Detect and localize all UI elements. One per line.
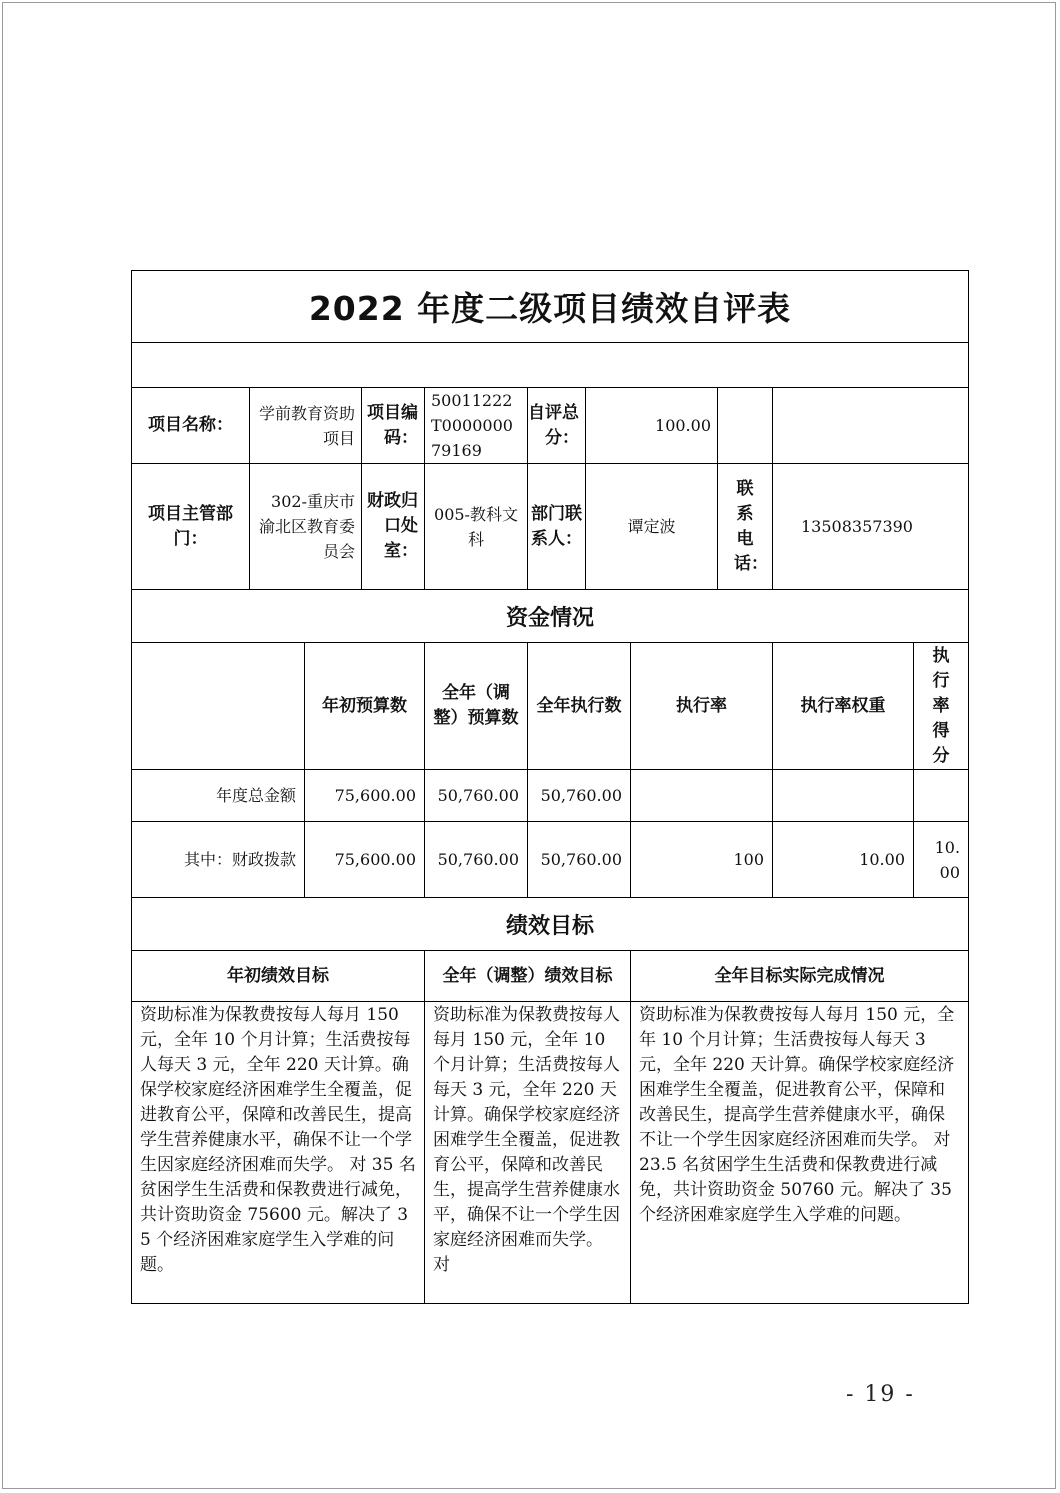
phone-label: 联系电话： [718,464,773,590]
header-adjusted-budget: 全年（调整）预算数 [425,643,528,770]
form-title: 2022 年度二级项目绩效自评表 [132,271,969,343]
finance-office-value: 005-教科文科 [425,464,528,590]
self-score-label: 自评总分： [528,388,586,464]
goals-section-title: 绩效目标 [132,898,969,951]
header-rate-weight: 执行率权重 [773,643,914,770]
row-fiscal-executed: 50,760.00 [528,822,631,898]
row-fiscal-label: 其中：财政拨款 [132,822,305,898]
contact-label: 部门联系人： [528,464,586,590]
row-total-label: 年度总金额 [132,770,305,822]
goal-adjusted-text: 资助标准为保教费按每人每月 150 元，全年 10 个月计算；生活费按每人每天 3 元，全年 220 天计算。确保学校家庭经济困难学生全覆盖，促进教育公平，保障和改善民生，提高学生营养健康水平，确保不让一个学生因家庭经济困难而失学。 对 [425,1002,631,1304]
empty-cell [718,388,773,464]
goal-initial-text: 资助标准为保教费按每人每月 150 元，全年 10 个月计算；生活费按每人每天 3 元，全年 220 天计算。确保学校家庭经济困难学生全覆盖，促进教育公平，保障和改善民生，提高学生营养健康水平，确保不让一个学生因家庭经济困难而失学。 对 35 名贫困学生生活费和保教费进行减免，共计资助资金 75600 元。解决了 35 个经济困难家庭学生入学难的问题。 [132,1002,425,1304]
self-score-value: 100.00 [586,388,718,464]
finance-office-label: 财政归口处室： [362,464,425,590]
row-total-weight [773,770,914,822]
row-fiscal-initial: 75,600.00 [305,822,425,898]
row-fiscal-score: 10.00 [914,822,969,898]
row-total-score [914,770,969,822]
dept-value: 302-重庆市渝北区教育委员会 [250,464,362,590]
funds-section-title: 资金情况 [132,590,969,643]
project-name-label: 项目名称： [132,388,250,464]
project-name-value: 学前教育资助项目 [250,388,362,464]
row-fiscal-rate: 100 [631,822,773,898]
self-evaluation-form [131,270,969,1304]
header-exec-rate: 执行率 [631,643,773,770]
empty-cell [773,388,969,464]
row-total-rate [631,770,773,822]
goal-actual-text: 资助标准为保教费按每人每月 150 元，全年 10 个月计算；生活费按每人每天 3 元，全年 220 天计算。确保学校家庭经济困难学生全覆盖，促进教育公平，保障和改善民生，提高学生营养健康水平，确保不让一个学生因家庭经济困难而失学。 对 23.5 名贫困学生生活费和保教费进行减免，共计资助资金 50760 元。解决了 35 个经济困难家庭学生入学难的问题。 [631,1002,969,1304]
project-code-label: 项目编码： [362,388,425,464]
empty-cell [132,643,305,770]
goals-header-adjusted: 全年（调整）绩效目标 [425,951,631,1002]
row-total-adjusted: 50,760.00 [425,770,528,822]
page-number: - 19 - [846,1382,915,1407]
blank-row [132,343,969,388]
row-fiscal-adjusted: 50,760.00 [425,822,528,898]
header-initial-budget: 年初预算数 [305,643,425,770]
dept-label: 项目主管部门： [132,464,250,590]
goals-header-initial: 年初绩效目标 [132,951,425,1002]
phone-value: 13508357390 [773,464,969,590]
row-fiscal-weight: 10.00 [773,822,914,898]
project-code-value: 50011222T000000079169 [425,388,528,464]
header-executed: 全年执行数 [528,643,631,770]
row-total-initial: 75,600.00 [305,770,425,822]
row-total-executed: 50,760.00 [528,770,631,822]
contact-value: 谭定波 [586,464,718,590]
goals-header-actual: 全年目标实际完成情况 [631,951,969,1002]
header-rate-score: 执行率得分 [914,643,969,770]
